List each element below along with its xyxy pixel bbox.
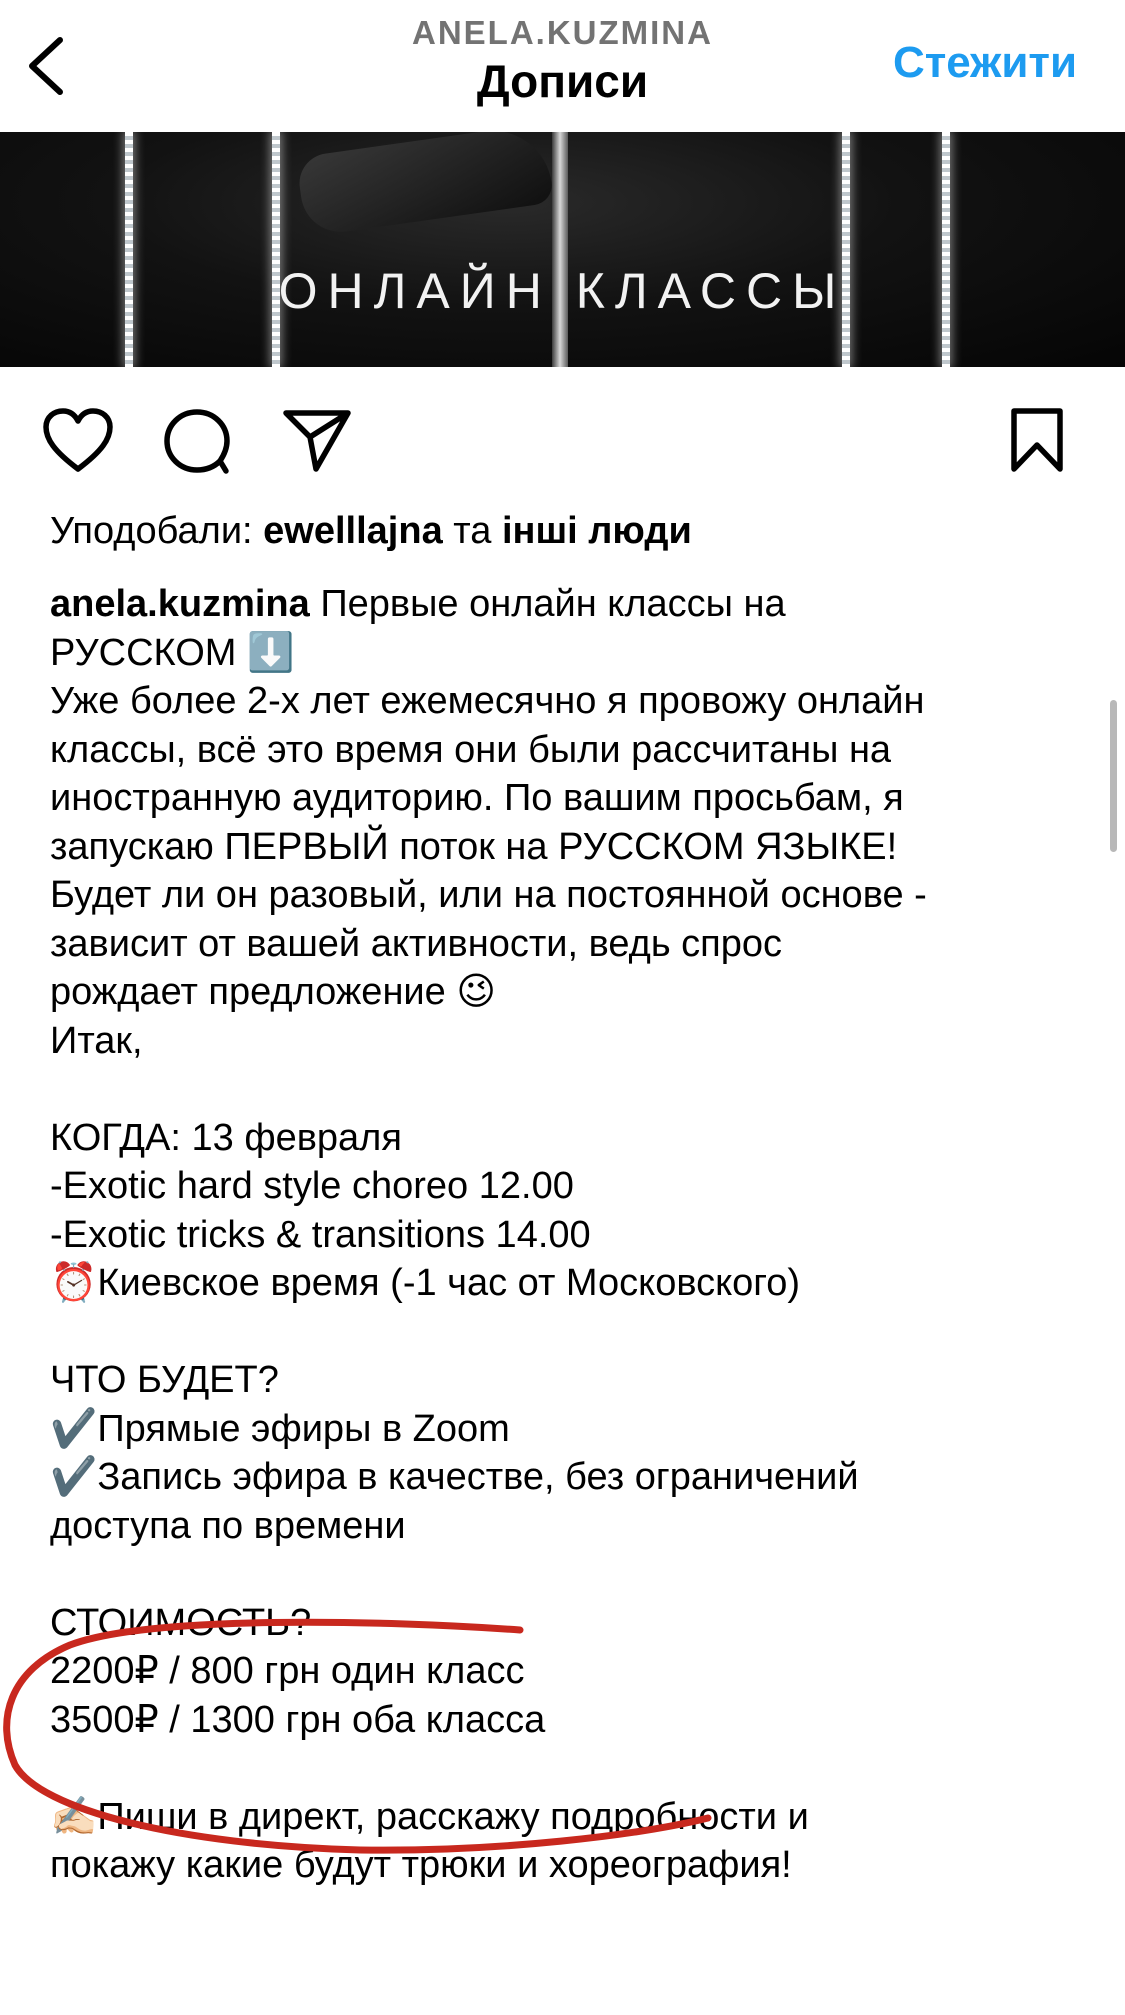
cta-text: покажу какие будут трюки и хореография!	[50, 1844, 792, 1886]
price-line: 3500₽ / 1300 грн оба класса	[50, 1698, 546, 1741]
timezone-note: Киевское время (-1 час от Московского)	[97, 1262, 801, 1304]
bookmark-icon	[1008, 407, 1066, 473]
banner-text: ОНЛАЙН КЛАССЫ	[278, 263, 847, 319]
metal-pole	[552, 132, 568, 367]
writing-hand-icon: ✍🏻	[50, 1795, 98, 1838]
caption-text: зависит от вашей активности, ведь спрос	[50, 922, 783, 965]
caption-text: иностранную аудиторию. По вашим просьбам, я	[50, 777, 904, 819]
caption-username[interactable]: anela.kuzmina	[50, 583, 310, 625]
led-pole	[272, 132, 280, 367]
schedule-item: -Exotic hard style choreo 12.00	[50, 1165, 574, 1207]
caption-text: Уже более 2-х лет ежемесячно я провожу онлайн	[50, 680, 925, 722]
likes-line	[50, 510, 692, 553]
caption-text: Итак,	[50, 1019, 143, 1062]
likes-prefix: Уподобали:	[50, 510, 253, 552]
send-icon	[282, 407, 352, 473]
comment-icon	[162, 407, 232, 475]
price-title: СТОИМОСТЬ?	[50, 1601, 312, 1644]
scrollbar-thumb[interactable]	[1110, 700, 1117, 852]
what-title: ЧТО БУДЕТ?	[50, 1359, 279, 1401]
heart-icon	[42, 407, 114, 473]
liker-username[interactable]: ewelllajna	[263, 510, 443, 552]
feature-item: Запись эфира в качестве, без ограничений	[97, 1456, 859, 1498]
top-nav-bar	[0, 0, 1125, 132]
caption-text: запускаю ПЕРВЫЙ поток на РУССКОМ ЯЗЫКЕ!	[50, 825, 898, 868]
caption-text: Первые онлайн классы на	[309, 583, 786, 625]
post-image[interactable]	[0, 132, 1125, 367]
save-button[interactable]	[1008, 407, 1066, 478]
schedule-item: -Exotic tricks & transitions 14.00	[50, 1213, 591, 1256]
likes-others-link[interactable]: інші люди	[501, 510, 692, 552]
like-button[interactable]	[42, 407, 114, 478]
led-pole	[842, 132, 850, 367]
post-actions	[0, 367, 1125, 512]
check-icon: ✔️	[50, 1407, 98, 1450]
share-button[interactable]	[282, 407, 352, 478]
account-name: ANELA.KUZMINA	[412, 14, 713, 51]
cta-text: Пиши в директ, расскажу подробности и	[97, 1795, 809, 1838]
caption-text: РУССКОМ	[50, 631, 248, 674]
follow-button[interactable]: Стежити	[892, 38, 1077, 87]
led-pole	[125, 132, 133, 367]
caption-text: Будет ли он разовый, или на постоянной основе -	[50, 874, 927, 916]
boot-shape	[296, 132, 555, 237]
feature-item-cont: доступа по времени	[50, 1504, 406, 1547]
price-line: 2200₽ / 800 грн один класс	[50, 1650, 525, 1692]
post-caption	[50, 580, 1080, 1890]
check-icon: ✔️	[50, 1456, 98, 1498]
page-title: Дописи	[476, 55, 649, 107]
led-pole	[942, 132, 950, 367]
down-arrow-icon: ⬇️	[247, 631, 295, 674]
caption-text: классы, всё это время они были рассчитаны на	[50, 728, 892, 771]
when-title: КОГДА: 13 февраля	[50, 1116, 402, 1159]
comment-button[interactable]	[162, 407, 232, 480]
likes-connector: та	[453, 510, 492, 552]
wink-emoji-icon: 😉	[456, 971, 496, 1013]
feature-item: Прямые эфиры в Zoom	[97, 1407, 510, 1450]
caption-text: рождает предложение	[50, 971, 457, 1013]
alarm-clock-icon: ⏰	[50, 1262, 98, 1304]
